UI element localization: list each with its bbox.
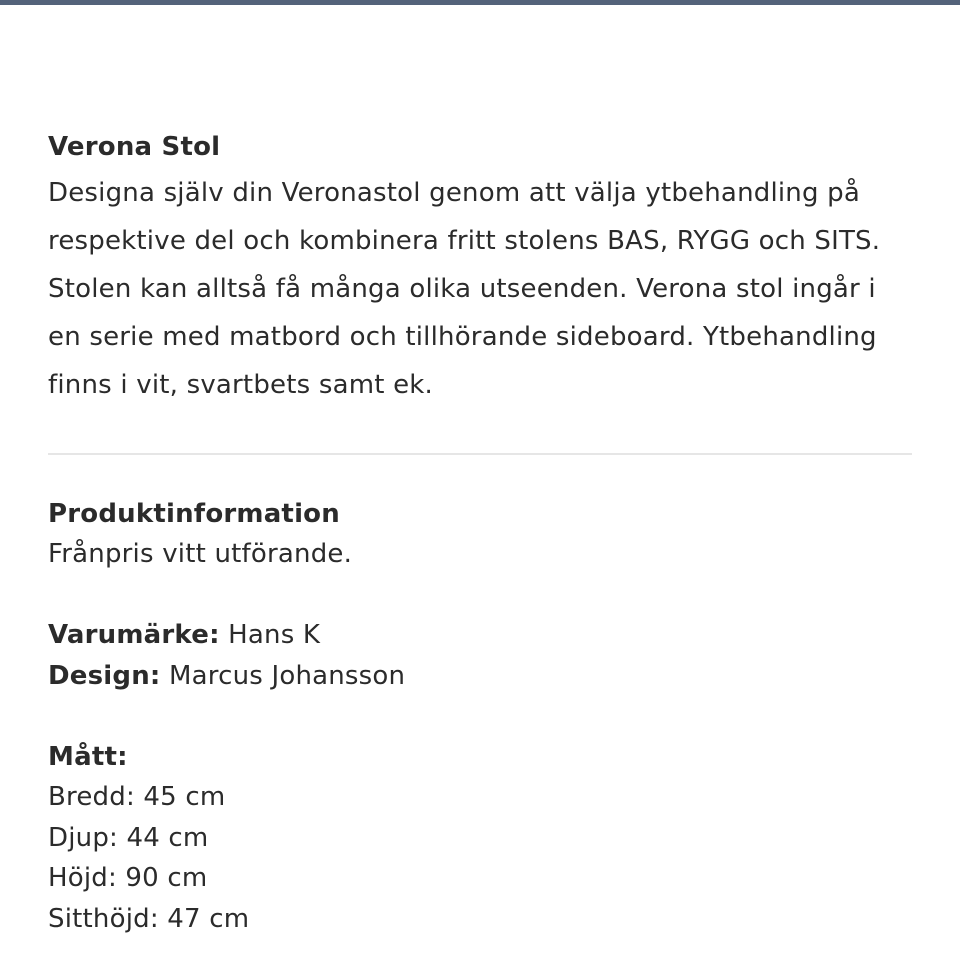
design-row bbox=[48, 656, 912, 697]
spacer bbox=[48, 696, 912, 737]
brand-label: Varumärke: bbox=[48, 620, 220, 650]
product-description: Designa själv din Veronastol genom att välja ytbehandling på respektive del och kombinera fritt stolens BAS, RYGG och SITS. Stolen kan alltså få många olika utseenden. Verona stol ingår i en serie med matbord och tillhörande sideboard. Ytbehandling finns i vit, svartbets samt ek. bbox=[48, 178, 881, 400]
design-label: Design: bbox=[48, 660, 161, 691]
design-value: Marcus Johansson bbox=[169, 660, 406, 691]
product-information-heading: Produktinformation bbox=[48, 499, 340, 529]
product-description-section bbox=[48, 125, 912, 409]
brand-value: Hans K bbox=[228, 620, 321, 650]
brand-row bbox=[48, 615, 912, 656]
dimensions-label: Mått: bbox=[48, 741, 128, 772]
product-information-section bbox=[48, 494, 912, 939]
depth-value: Djup: 44 cm bbox=[48, 822, 209, 853]
width-value: Bredd: 45 cm bbox=[48, 782, 226, 812]
seat-height-value: Sitthöjd: 47 cm bbox=[48, 903, 250, 934]
spacer bbox=[48, 575, 912, 616]
section-divider bbox=[48, 453, 912, 455]
product-title: Verona Stol bbox=[48, 132, 221, 162]
top-bar bbox=[0, 0, 960, 5]
product-detail bbox=[48, 125, 912, 939]
price-note: Frånpris vitt utförande. bbox=[48, 539, 353, 569]
height-value: Höjd: 90 cm bbox=[48, 863, 208, 893]
